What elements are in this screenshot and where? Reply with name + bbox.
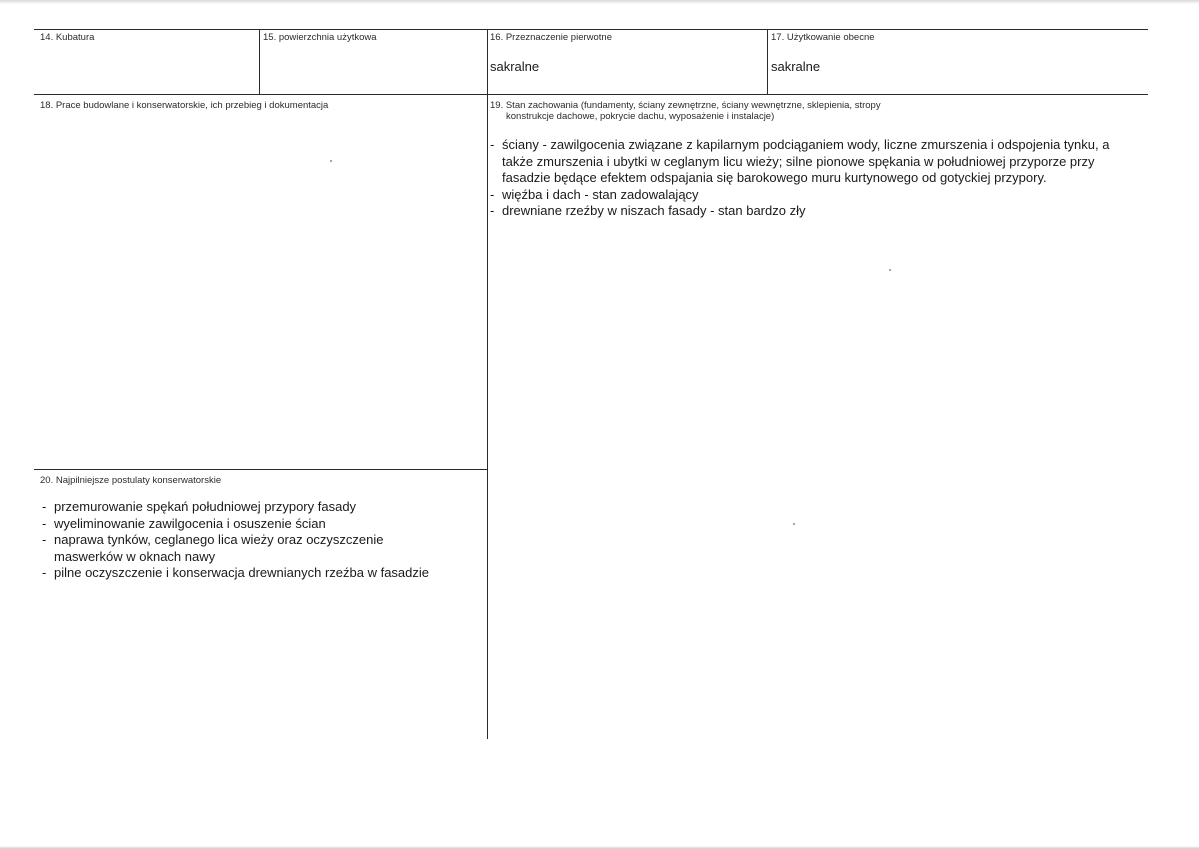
field-17-value[interactable]: sakralne: [771, 59, 821, 74]
field-20-postulates-list: [42, 499, 482, 582]
list-item: - pilne oczyszczenie i konserwacja drewnianych rzeźba w fasadzie: [42, 565, 482, 582]
divider-16-17: [767, 29, 768, 94]
field-15-label: 15. powierzchnia użytkowa: [263, 32, 377, 43]
list-item: - wyeliminowanie zawilgocenia i osuszenie ścian: [42, 516, 482, 533]
form-top-rule: [34, 29, 1148, 30]
field-19-label-line2: konstrukcje dachowe, pokrycie dachu, wyposażenie i instalacje): [506, 111, 775, 122]
section20-top-rule: [34, 469, 487, 470]
scan-speck: [330, 160, 332, 162]
list-item: - drewniane rzeźby w niszach fasady - stan bardzo zły: [490, 203, 1135, 220]
field-20-label: 20. Najpilniejsze postulaty konserwatorskie: [40, 475, 222, 486]
field-19-condition-list: [490, 137, 1135, 220]
field-19-label-line1: 19. Stan zachowania (fundamenty, ściany zewnętrzne, ściany wewnętrzne, sklepienia, stropy: [490, 100, 881, 111]
list-item: - naprawa tynków, ceglanego lica wieży oraz oczyszczenie maswerków w oknach nawy: [42, 532, 426, 565]
scan-speck: [889, 269, 891, 271]
field-18-label: 18. Prace budowlane i konserwatorskie, ich przebieg i dokumentacja: [40, 100, 329, 111]
list-item: - przemurowanie spękań południowej przypory fasady: [42, 499, 482, 516]
field-17-label: 17. Użytkowanie obecne: [771, 32, 875, 43]
divider-main: [487, 29, 488, 739]
field-16-label: 16. Przeznaczenie pierwotne: [490, 32, 612, 43]
scan-edge-top: [0, 0, 1199, 4]
list-item: - więźba i dach - stan zadowalający: [490, 187, 1135, 204]
field-14-label: 14. Kubatura: [40, 32, 95, 43]
divider-14-15: [259, 29, 260, 94]
row1-bottom-rule: [34, 94, 1148, 95]
scan-speck: [793, 523, 795, 525]
list-item: - ściany - zawilgocenia związane z kapilarnym podciąganiem wody, liczne zmurszenia i odspojenia tynku, a także zmurszenia i ubytki w ceglanym licu wieży; silne pionowe spękania w południowej przyporze przy fasadzie będące efektem odspajania się barokowego muru kurtynowego od gotyckiej przypory.: [490, 137, 1135, 187]
field-16-value[interactable]: sakralne: [490, 59, 540, 74]
